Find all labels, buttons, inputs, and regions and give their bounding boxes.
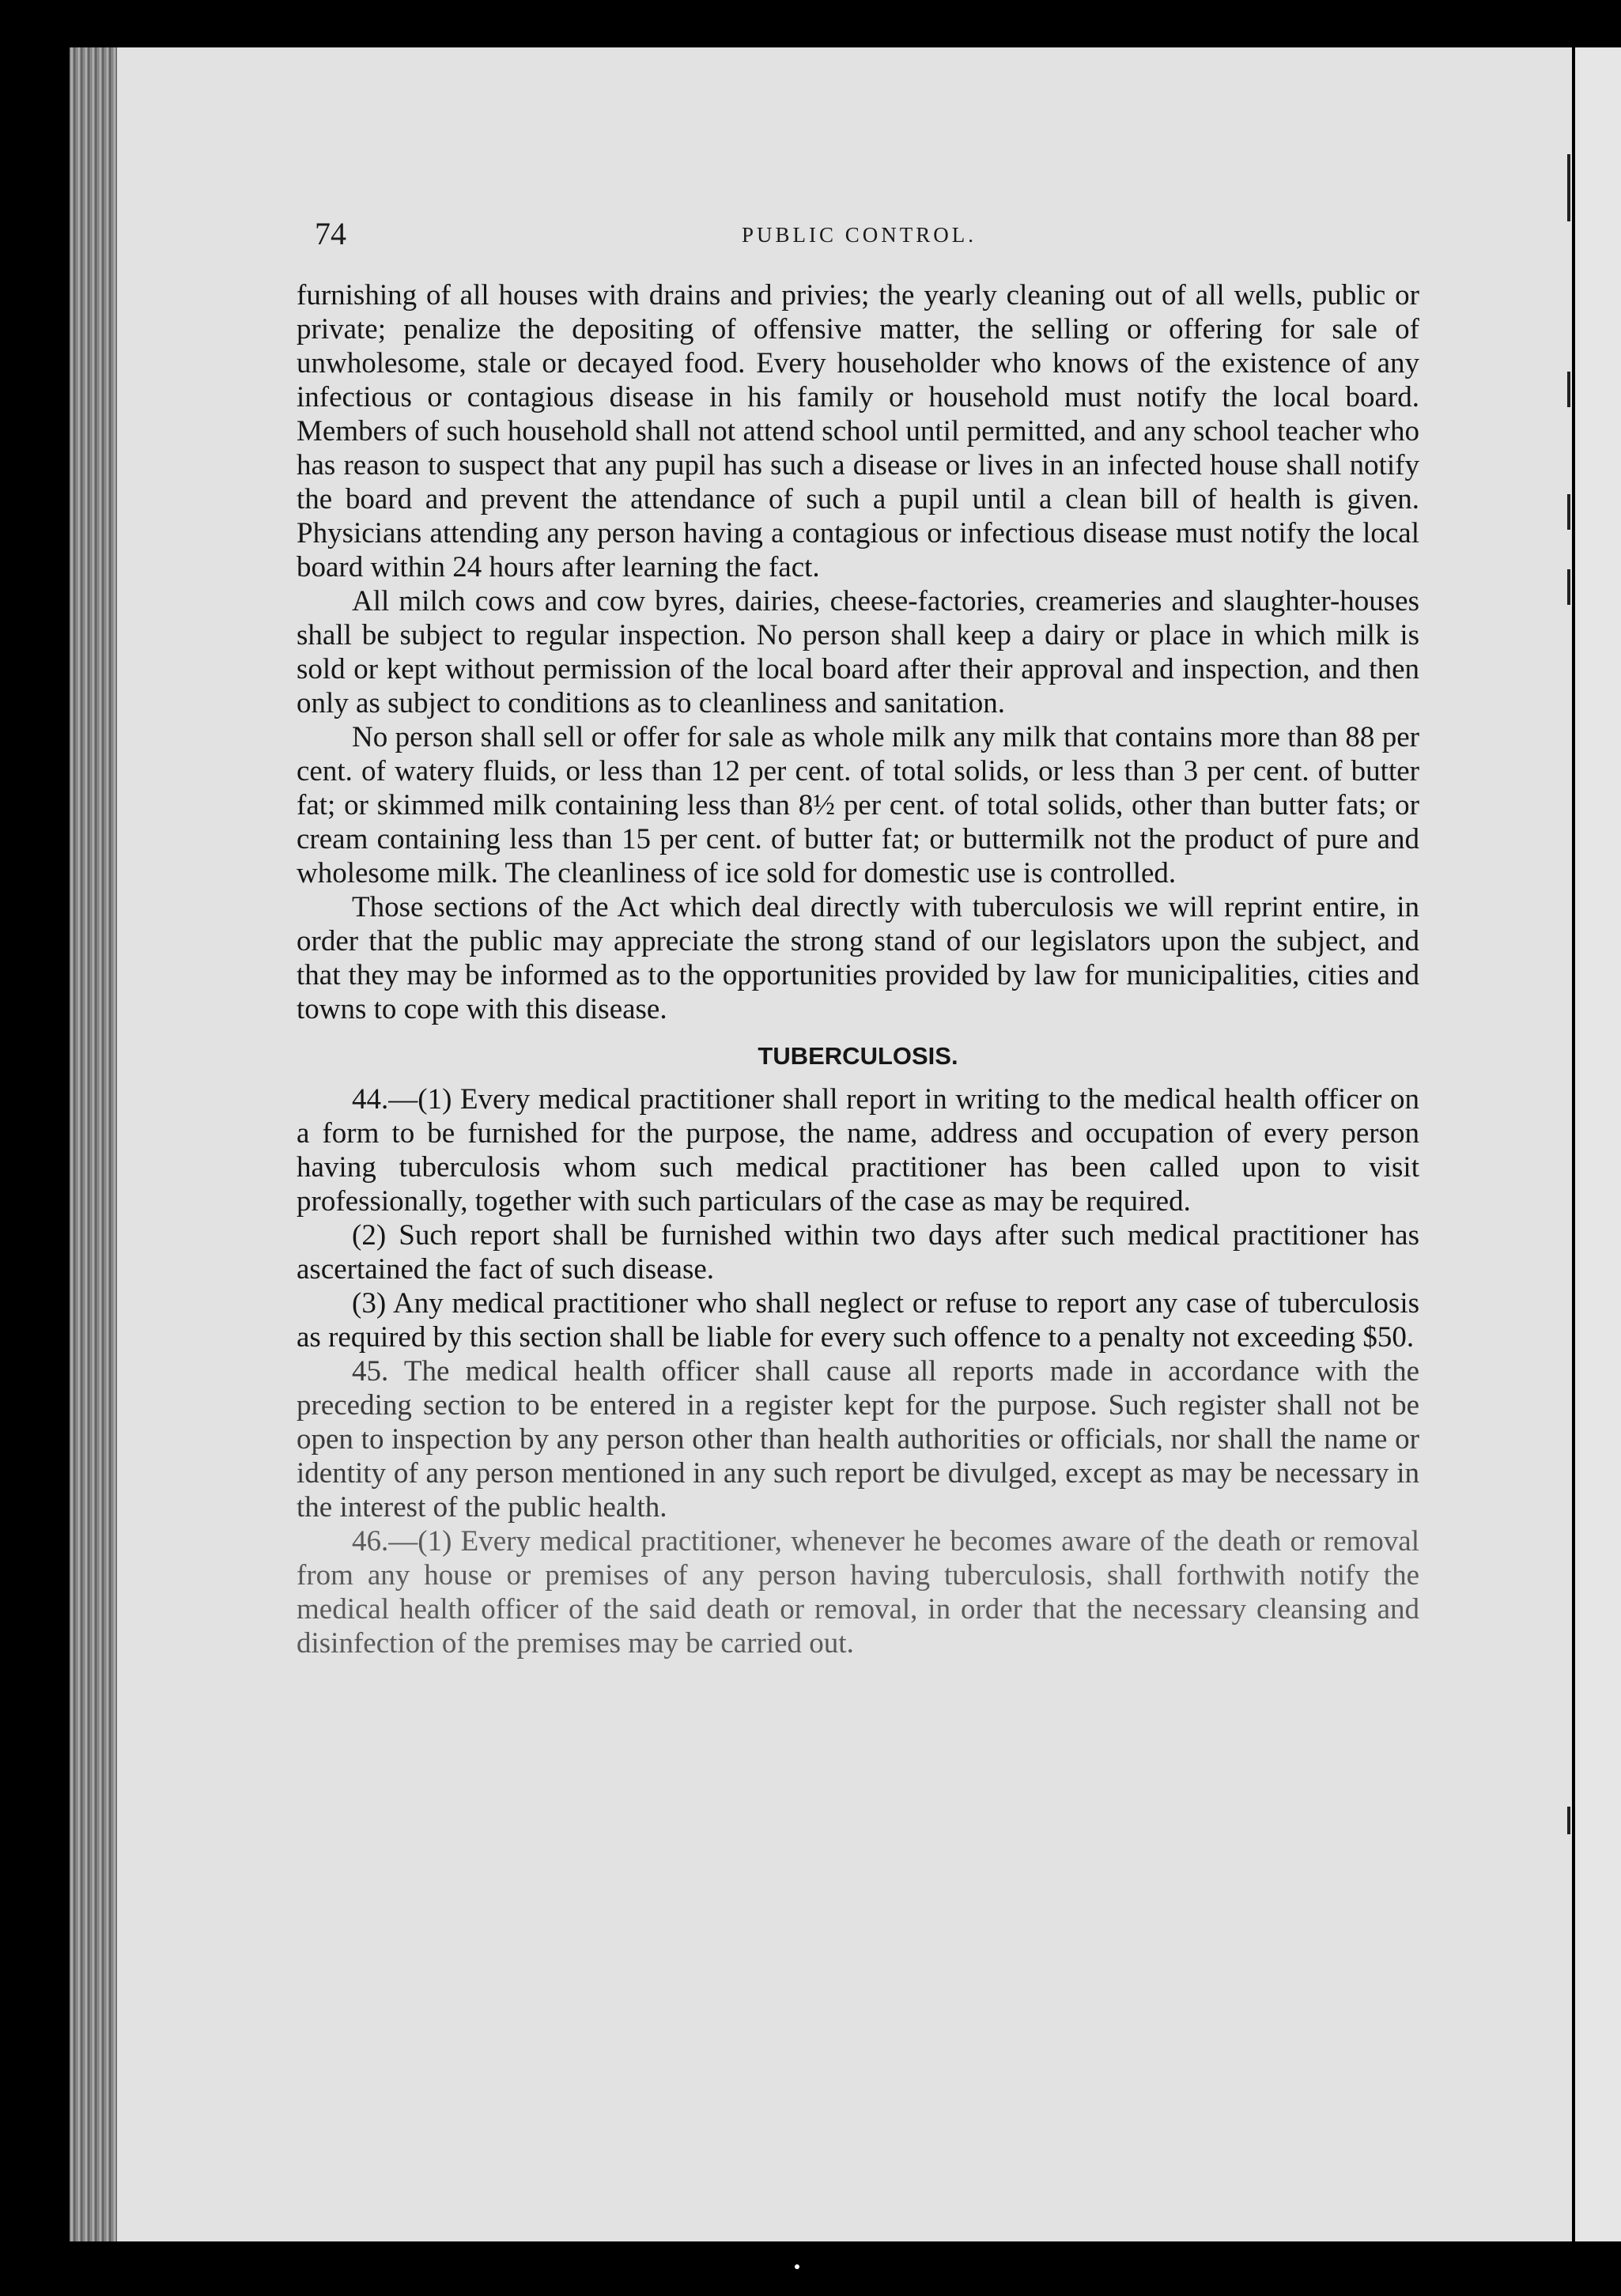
statute-section: 46.—(1) Every medical practitioner, whenever he becomes aware of the death or removal from any house or premises of any person having tuberculosis, shall forthwith notify the medical health officer of the said death or removal, in order that the necessary cleansing and disinfection of the premises may be carried out. bbox=[297, 1525, 1419, 1660]
page-edge-mark bbox=[1567, 569, 1570, 605]
scan-speck bbox=[795, 2264, 799, 2269]
page-edge-mark bbox=[1567, 154, 1570, 221]
page-edge-mark bbox=[1567, 372, 1570, 407]
paragraph: No person shall sell or offer for sale as whole milk any milk that contains more than 88 per cent. of watery fluids, or less than 12 per cent. of total solids, or less than 3 per cent. of butter fat; or skimmed milk containing less than 8½ per cent. of total solids, other than butter fats; or cream containing less than 15 per cent. of butter fat; or buttermilk not the product of pure and wholesome milk. The cleanliness of ice sold for domestic use is controlled. bbox=[297, 721, 1419, 889]
page-number: 74 bbox=[315, 216, 346, 251]
section-heading: TUBERCULOSIS. bbox=[758, 1042, 958, 1070]
running-head: PUBLIC CONTROL. bbox=[742, 223, 977, 247]
paragraph: Those sections of the Act which deal directly with tuberculosis we will reprint entire, in order that the public may appreciate the strong stand of our legislators upon the subject, and that they may be informed as to the opportunities provided by law for municipalities, cities and towns to cope with this disease. bbox=[297, 891, 1419, 1025]
statute-section: 45. The medical health officer shall cause all reports made in accordance with the preceding section to be entered in a register kept for the purpose. Such register shall not be open to inspection by any person other than health authorities or officials, nor shall the name or identity of any person mentioned in any such report be divulged, except as may be necessary in the interest of the public health. bbox=[297, 1355, 1419, 1524]
page-body bbox=[297, 278, 1419, 1660]
statute-section: 44.—(1) Every medical practitioner shall report in writing to the medical health officer on a form to be furnished for the purpose, the name, address and occupation of every person having tuberculosis whom such medical practitioner has been called upon to visit professionally, together with such particulars of the case as may be required. bbox=[297, 1083, 1419, 1218]
book-binding-edge bbox=[70, 47, 117, 2241]
statute-section: (3) Any medical practitioner who shall neglect or refuse to report any case of tuberculosis as required by this section shall be liable for every such offence to a penalty not exceeding $50. bbox=[297, 1287, 1419, 1354]
facing-page-edge bbox=[1575, 47, 1621, 2241]
statute-section: (2) Such report shall be furnished within two days after such medical practitioner has ascertained the fact of such disease. bbox=[297, 1219, 1419, 1286]
paragraph: All milch cows and cow byres, dairies, cheese-factories, creameries and slaughter-houses shall be subject to regular inspection. No person shall keep a dairy or place in which milk is sold or kept without permission of the local board after their approval and inspection, and then only as subject to conditions as to cleanliness and sanitation. bbox=[297, 585, 1419, 719]
page-header bbox=[315, 215, 1422, 262]
page-edge-mark bbox=[1567, 494, 1570, 530]
page-edge-mark bbox=[1567, 1807, 1570, 1834]
paragraph: furnishing of all houses with drains and privies; the yearly cleaning out of all wells, public or private; penalize the depositing of offensive matter, the selling or offering for sale of unwholesome, stale or decayed food. Every householder who knows of the existence of any infectious or contagious disease in his family or household must notify the local board. Members of such household shall not attend school until permitted, and any school teacher who has reason to suspect that any pupil has such a disease or lives in an infected house shall notify the board and prevent the attendance of such a pupil until a clean bill of health is given. Physicians attending any person having a contagious or infectious disease must notify the local board within 24 hours after learning the fact. bbox=[297, 279, 1419, 583]
